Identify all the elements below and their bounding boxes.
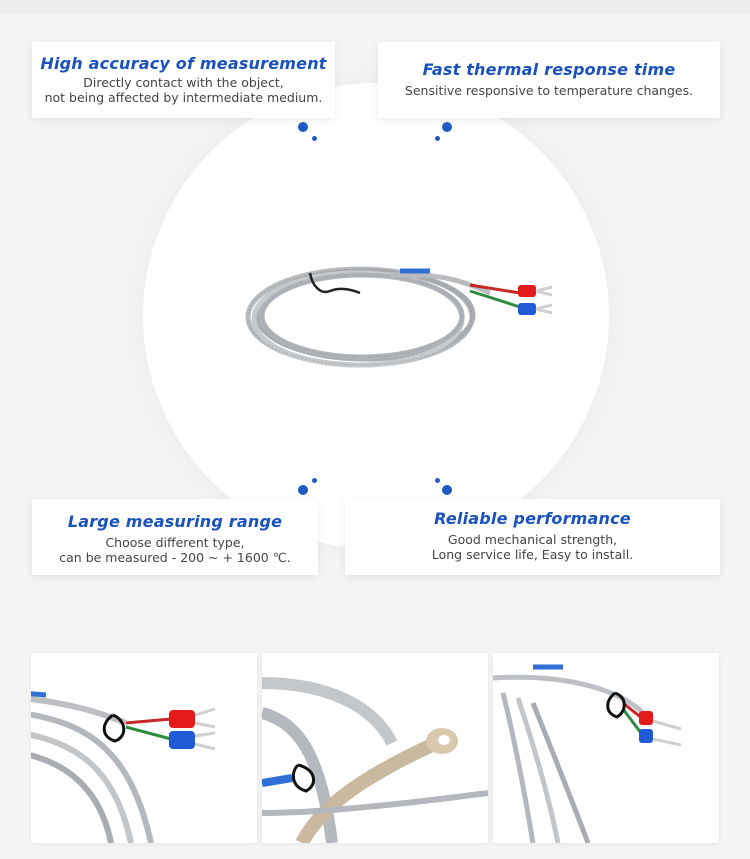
decor-dot xyxy=(435,478,440,483)
detail-photo-pin-terminal xyxy=(493,653,719,843)
feature-line: Sensitive responsive to temperature changes. xyxy=(404,83,694,98)
feature-line: not being affected by intermediate medium. xyxy=(44,90,323,105)
decor-dot xyxy=(442,122,452,132)
feature-card-response xyxy=(378,42,720,118)
feature-line: Long service life, Easy to install. xyxy=(431,547,634,562)
feature-line: Good mechanical strength, xyxy=(447,532,618,547)
feature-line: can be measured - 200 ~ + 1600 ℃. xyxy=(59,550,291,565)
decor-dot xyxy=(435,136,440,141)
feature-title: High accuracy of measurement xyxy=(40,54,327,73)
feature-line: Choose different type, xyxy=(105,535,245,550)
decor-dot xyxy=(298,485,308,495)
detail-photo-fork-terminal xyxy=(31,653,257,843)
feature-title: Reliable performance xyxy=(434,509,631,528)
decor-dot xyxy=(312,478,317,483)
feature-card-reliability xyxy=(345,499,720,575)
feature-line: Directly contact with the object, xyxy=(83,75,284,90)
detail-photo-ring-terminal xyxy=(262,653,488,843)
feature-card-range xyxy=(32,499,318,575)
decor-dot xyxy=(442,485,452,495)
hero-cable-image xyxy=(240,255,570,385)
decor-dot xyxy=(312,136,317,141)
feature-card-accuracy xyxy=(32,42,335,118)
feature-title: Large measuring range xyxy=(67,512,283,531)
feature-title: Fast thermal response time xyxy=(422,60,676,79)
decor-dot xyxy=(298,122,308,132)
top-strip xyxy=(0,0,750,14)
